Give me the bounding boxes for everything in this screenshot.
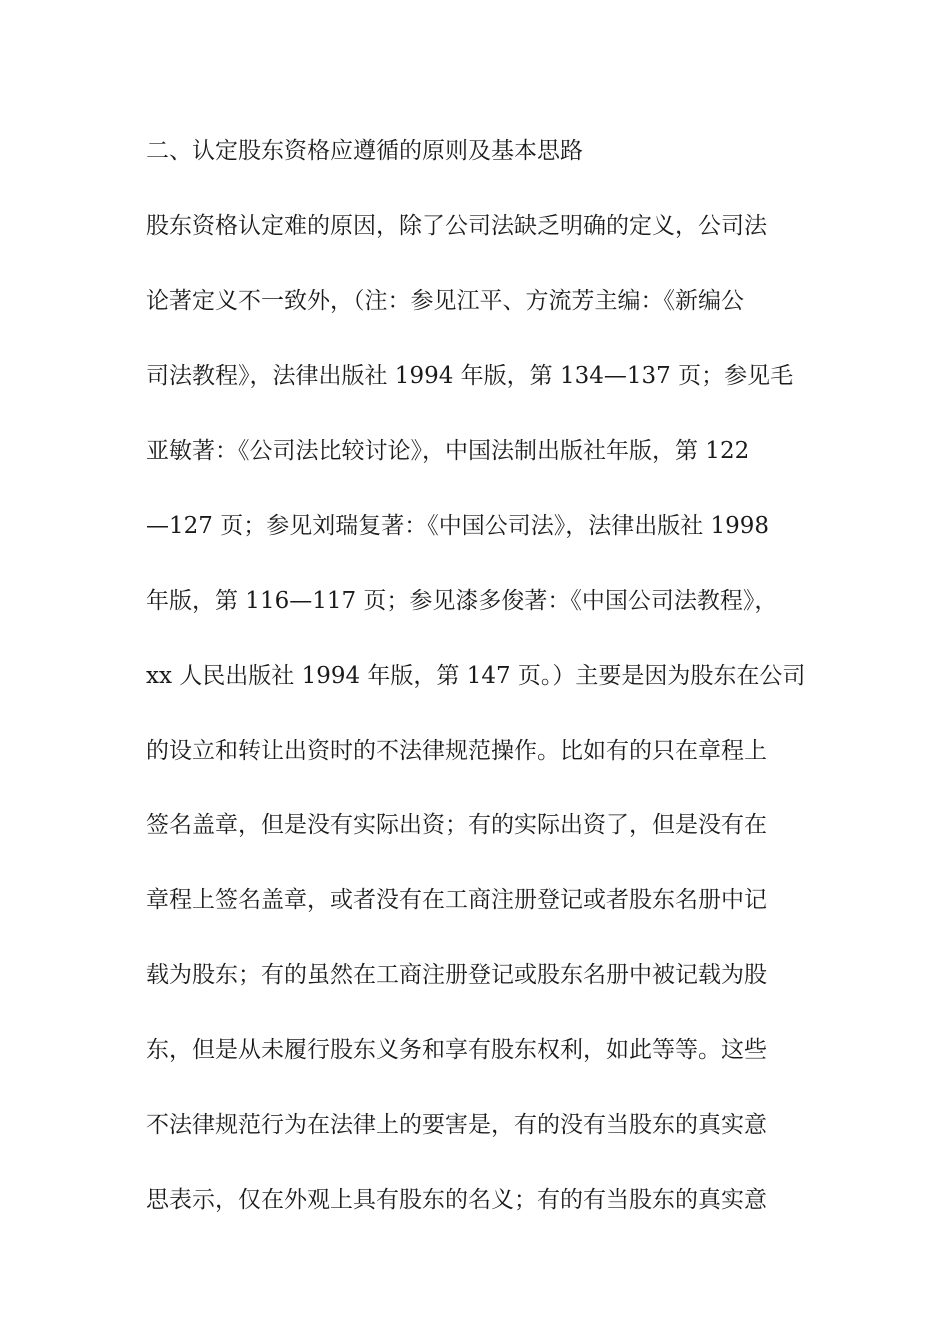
body-line: 东，但是从未履行股东义务和享有股东权利，如此等等。这些 — [146, 1037, 767, 1063]
body-line: 司法教程》，法律出版社 1994 年版，第 134—137 页；参见毛 — [146, 363, 794, 389]
body-line: xx 人民出版社 1994 年版，第 147 页。）主要是因为股东在公司 — [146, 663, 806, 689]
body-line: 思表示，仅在外观上具有股东的名义；有的有当股东的真实意 — [146, 1187, 767, 1213]
body-line: —127 页；参见刘瑞复著：《中国公司法》，法律出版社 1998 — [146, 513, 770, 539]
section-heading: 二、认定股东资格应遵循的原则及基本思路 — [146, 138, 583, 164]
body-line: 亚敏著：《公司法比较讨论》，中国法制出版社年版，第 122 — [146, 438, 750, 464]
body-line: 载为股东；有的虽然在工商注册登记或股东名册中被记载为股 — [146, 962, 767, 988]
body-line: 股东资格认定难的原因，除了公司法缺乏明确的定义，公司法 — [146, 213, 767, 239]
body-line: 年版，第 116—117 页；参见漆多俊著：《中国公司法教程》， — [146, 588, 778, 614]
body-line: 论著定义不一致外，（注：参见江平、方流芳主编：《新编公 — [146, 288, 744, 314]
body-line: 签名盖章，但是没有实际出资；有的实际出资了，但是没有在 — [146, 812, 767, 838]
body-line: 章程上签名盖章，或者没有在工商注册登记或者股东名册中记 — [146, 887, 767, 913]
body-line: 不法律规范行为在法律上的要害是，有的没有当股东的真实意 — [146, 1112, 767, 1138]
body-line: 的设立和转让出资时的不法律规范操作。比如有的只在章程上 — [146, 738, 767, 764]
